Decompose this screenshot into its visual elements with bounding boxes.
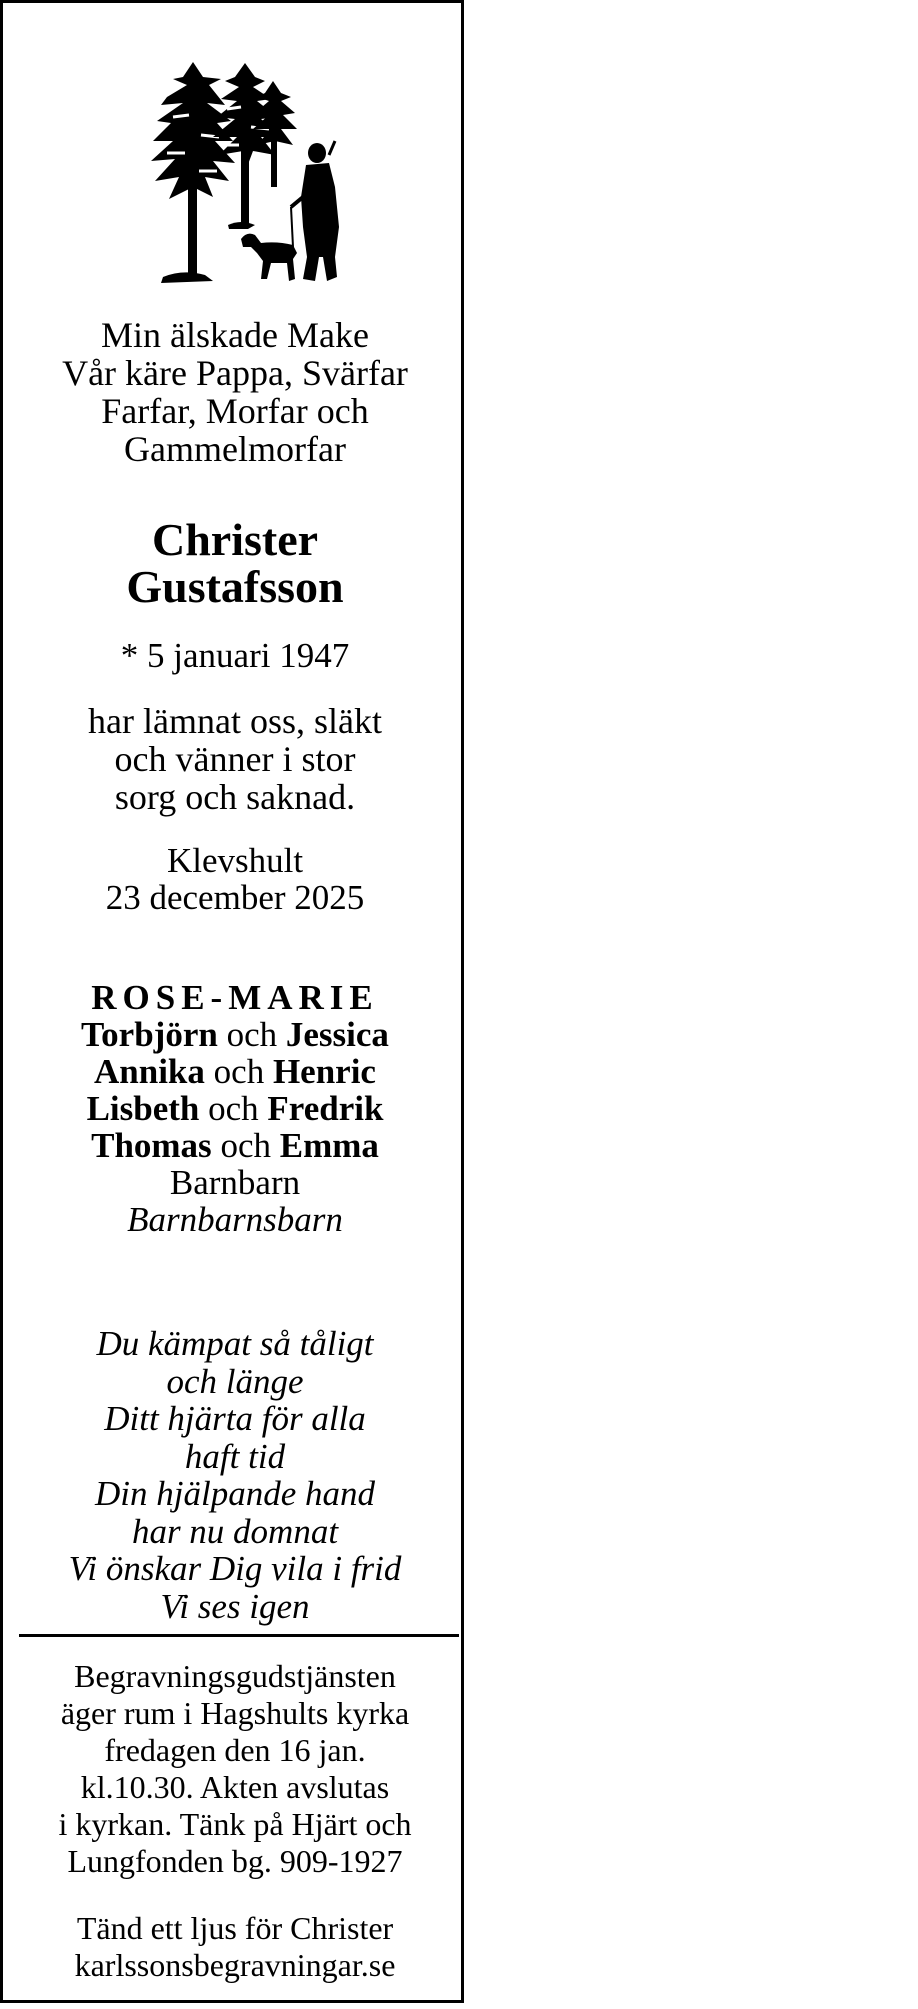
spouse-name: ROSE-MARIE [91, 978, 379, 1017]
death-info [3, 842, 467, 916]
deceased-last-name: Gustafsson [126, 561, 344, 612]
family-couple [3, 1127, 467, 1164]
candle-website-link[interactable]: karlssonsbegravningar.se [74, 1947, 396, 1983]
message-line: sorg och saknad. [114, 777, 356, 817]
funeral-line: kl.10.30. Akten avslutas [80, 1769, 390, 1805]
funeral-line: Begravningsgudstjänsten [74, 1658, 396, 1694]
birth-line: * 5 januari 1947 [120, 636, 350, 675]
family-member: Emma [279, 1126, 379, 1165]
deceased-first-name: Christer [151, 514, 319, 565]
poem [3, 1325, 467, 1625]
poem-line: och länge [166, 1361, 304, 1401]
conjunction: och [208, 1089, 259, 1128]
family-member: Fredrik [267, 1089, 384, 1128]
family-couple [3, 1053, 467, 1090]
grandchildren: Barnbarn [169, 1163, 301, 1202]
poem-line: Din hjälpande hand [95, 1474, 375, 1513]
deceased-name [3, 516, 467, 610]
message-line: har lämnat oss, släkt [88, 701, 382, 741]
intro-line: Vår käre Pappa, Svärfar [62, 353, 408, 393]
intro-line: Gammelmorfar [124, 429, 346, 469]
intro-line: Min älskade Make [101, 315, 369, 355]
poem-line: haft tid [184, 1436, 286, 1476]
family-couple [3, 1016, 467, 1053]
funeral-line: i kyrkan. Tänk på Hjärt och [58, 1806, 412, 1842]
family-member: Annika [94, 1052, 205, 1091]
divider [19, 1634, 459, 1637]
poem-line: Du kämpat så tåligt [96, 1324, 374, 1363]
family-couple [3, 1090, 467, 1127]
death-place: Klevshult [166, 841, 304, 880]
family-member: Thomas [91, 1126, 212, 1165]
death-date: 23 december 2025 [105, 878, 365, 917]
funeral-line: fredagen den 16 jan. [104, 1732, 366, 1768]
family-member: Lisbeth [86, 1089, 200, 1128]
candle-info [3, 1910, 467, 1984]
poem-line: har nu domnat [131, 1511, 339, 1551]
intro-line: Farfar, Morfar och [101, 391, 369, 431]
family-member: Torbjörn [81, 1015, 218, 1054]
conjunction: och [213, 1052, 265, 1091]
family-list [3, 979, 467, 1238]
birth-date [3, 637, 467, 674]
conjunction: och [220, 1126, 271, 1165]
candle-line: Tänd ett ljus för Christer [76, 1910, 394, 1946]
funeral-line: Lungfonden bg. 909-1927 [67, 1843, 403, 1879]
message-text [3, 702, 467, 816]
poem-line: Ditt hjärta för alla [104, 1399, 366, 1438]
intro-text [3, 316, 467, 468]
funeral-info [3, 1658, 467, 1880]
poem-line: Vi önskar Dig vila i frid [68, 1549, 402, 1588]
forest-hunter-dog-icon [143, 57, 353, 289]
message-line: och vänner i stor [114, 739, 356, 779]
family-member: Jessica [285, 1015, 389, 1054]
poem-line: Vi ses igen [160, 1586, 310, 1626]
great-grandchildren: Barnbarnsbarn [127, 1200, 343, 1239]
conjunction: och [226, 1015, 278, 1054]
family-member: Henric [272, 1052, 376, 1091]
funeral-line: äger rum i Hagshults kyrka [60, 1695, 410, 1731]
